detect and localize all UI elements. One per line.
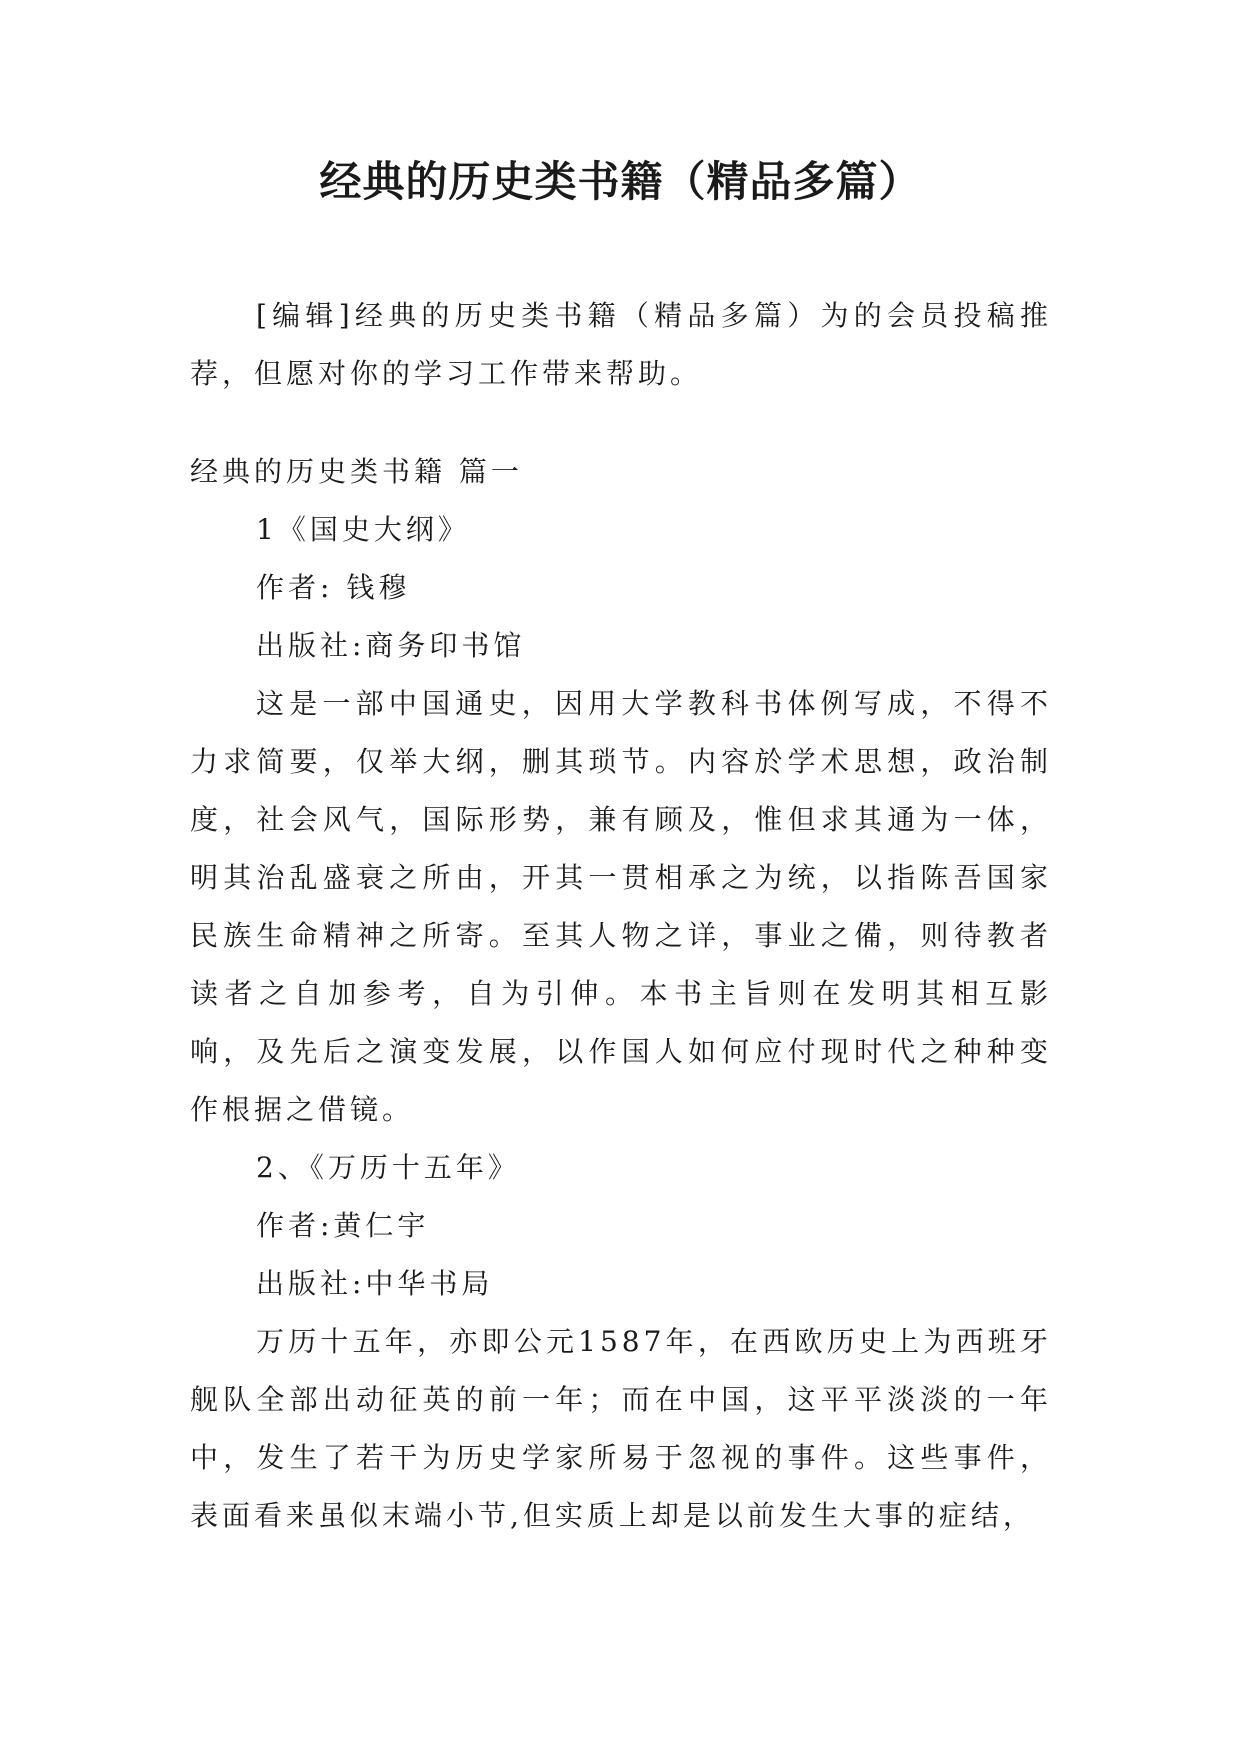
book-author-line: 作者: 钱穆 bbox=[256, 571, 411, 604]
book-author-line: 作者:黄仁宇 bbox=[256, 1209, 430, 1242]
intro-paragraph: [编辑]经典的历史类书籍（精品多篇）为的会员投稿推荐，但愿对你的学习工作带来帮助。 bbox=[190, 299, 1052, 390]
book-title-line: 2、《万历十五年》 bbox=[256, 1151, 520, 1184]
document-body bbox=[190, 287, 1052, 1545]
book-publisher-line: 出版社:中华书局 bbox=[256, 1267, 494, 1300]
document-title: 经典的历史类书籍（精品多篇） bbox=[319, 157, 922, 206]
section-heading: 经典的历史类书籍 篇一 bbox=[190, 455, 523, 488]
book-description: 这是一部中国通史，因用大学教科书体例写成，不得不力求简要，仅举大纲，删其琐节。内容於学术思想，政治制度，社会风气，国际形势，兼有顾及，惟但求其通为一体，明其治乱盛衰之所由，开其一贯相承之为统，以指陈吾国家民族生命精神之所寄。至其人物之详，事业之備，则待教者读者之自加参考，自为引伸。本书主旨则在发明其相互影响，及先后之演变发展，以作国人如何应付现时代之种种变作根据之借镜。 bbox=[190, 687, 1052, 1126]
book-publisher-line: 出版社:商务印书馆 bbox=[256, 629, 526, 662]
book-description: 万历十五年，亦即公元1587年，在西欧历史上为西班牙舰队全部出动征英的前一年；而在中国，这平平淡淡的一年中，发生了若干为历史学家所易于忽视的事件。这些事件，表面看来虽似末端小节,但实质上却是以前发生大事的症结， bbox=[190, 1325, 1052, 1532]
book-title-line: 1《国史大纲》 bbox=[256, 513, 470, 546]
